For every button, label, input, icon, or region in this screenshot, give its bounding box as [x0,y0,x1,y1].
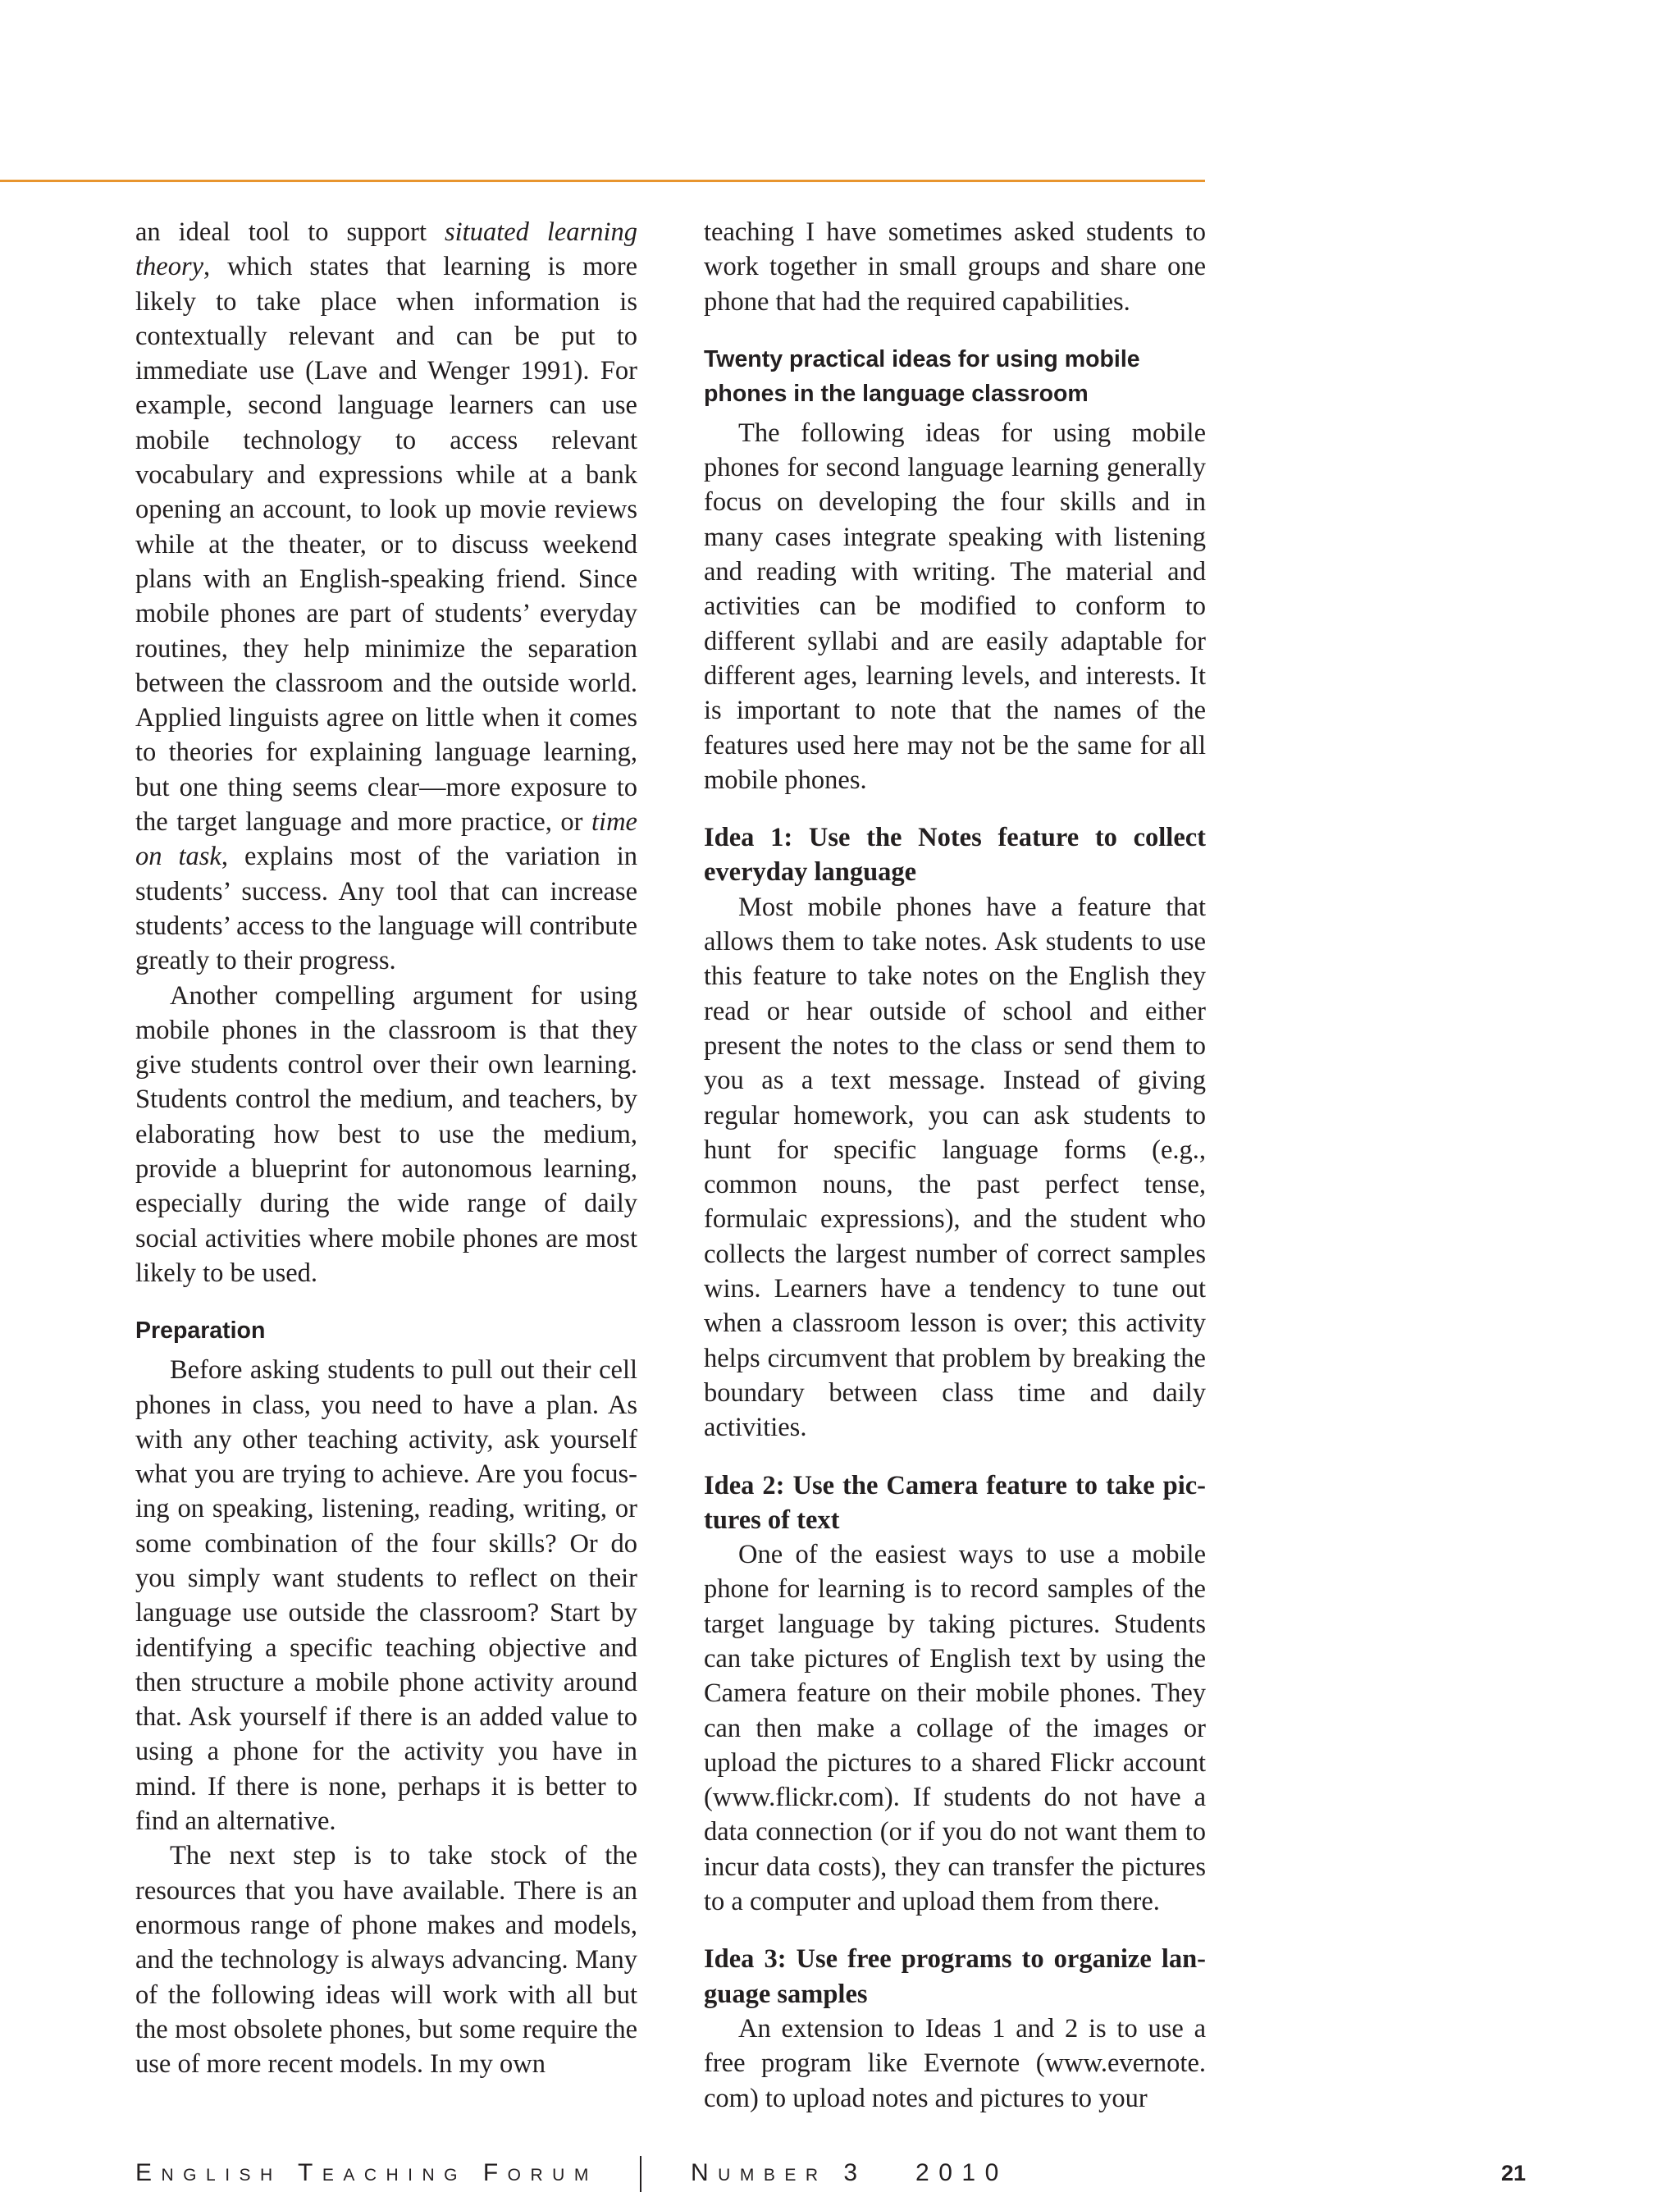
footer-issue: Number 3 2010 [691,2159,1008,2186]
text-run: , which states that learning is more likely to take place when information is contextually relevant and can be put to immediate use (Lave and Wenger 1991). For example, second language learners can use mobile technology to access relevant vocabulary and expressions while at a bank opening an account, to look up movie reviews while at the theater, or to discuss weekend plans with an English-speaking friend. Since mobile phones are part of students’ everyday routines, they help minimize the separation between the classroom and the outside world. Applied linguists agree on little when it comes to theories for explaining language learning, but one thing seems clear—more exposure to the target language and more practice, or [135,252,637,838]
paragraph-preparation: Before asking students to pull out their cell phones in class, you need to have a plan. As with any other teaching activity, ask yourself what you are trying to achieve. Are you focusing on speaking, listening, reading, writing, or some combination of the four skills? Or do you simply want students to reflect on their language use outside the classroom? Start by identifying a specific teaching objective and then structure a mobile phone activity around that. Ask yourself if there is an added value to using a phone for the activity you have in mind. If there is none, perhaps it is better to find an alternative. [135,1355,637,1837]
idea-3-text: An extension to Ideas 1 and 2 is to use a free program like Evernote (www.evernote.​com) to upload notes and pictures to your [704,2013,1206,2113]
paragraph-ideas-intro: The following ideas for using mobile phones for second language learning generally focus on developing the four skills and in many cases integrate speaking with listening and reading with writing. The material and activities can be modified to conform to different syllabi and are easily adaptable for different ages, learning levels, and interests. It is important to note that the names of the features used here may not be the same for all mobile phones. [704,418,1206,795]
text-run: an ideal tool to support [135,217,445,247]
header-rule [0,180,1205,182]
paragraph-resources: The next step is to take stock of the resources that you have available. There is an enormous range of phone makes and models, and the technology is always advancing. Many of the following ideas will work with all but the most obsolete phones, but some require the use of more recent models. In my own [135,1841,637,2080]
paragraph-situated-learning [135,215,637,979]
page-number: 21 [1500,2161,1526,2185]
italic-term: time on task [135,807,637,872]
idea-1-title: Idea 1: Use the Notes feature to collect everyday language [704,823,1206,888]
text-run: , explains most of the variation in students’ success. Any tool that can increase students’ access to the language will contribute greatly to their progress. [135,842,637,976]
footer-journal-title: English Teaching Forum [135,2159,598,2186]
idea-2-text: One of the easiest ways to use a mobile phone for learning is to record samples of the target language by taking pictures. Students can take pictures of English text by using the Camera feature on their mobile phones. They can then make a collage of the images or upload the pictures to a shared Flickr account (www.​flickr.com). If students do not have a data connection (or if you do not want them to incur data costs), they can transfer the pictures to a computer and upload them from there. [704,1540,1206,1917]
paragraph-continued: teaching I have sometimes asked students to work together in small groups and share one phone that had the required capabilities. [704,217,1206,317]
heading-twenty-ideas: Twenty practical ideas for using mobile phones in the language classroom [704,345,1140,407]
idea-3-title: Idea 3: Use free programs to organize language samples [704,1944,1206,2009]
right-column [704,215,1206,2116]
paragraph-compelling-argument: Another compelling argument for using mobile phones in the classroom is that they give students control over their own learning. Students control the medium, and teachers, by elaborating how best to use the medium, provide a blueprint for autonomous learning, especially during the wide range of daily social activities where mobile phones are most likely to be used. [135,980,637,1288]
heading-preparation: Preparation [135,1317,266,1345]
left-column [135,215,637,2081]
idea-2-title: Idea 2: Use the Camera feature to take pictures of text [704,1470,1206,1535]
footer-divider [640,2156,641,2192]
italic-term: situated learning theory [135,217,637,282]
idea-1-text: Most mobile phones have a feature that allows them to take notes. Ask students to use this feature to take notes on the English they read or hear outside of school and either present the notes to the class or send them to you as a text message. Instead of giving regular homework, you can ask students to hunt for specific language forms (e.g., common nouns, the past perfect tense, formulaic expressions), and the student who collects the largest number of correct samples wins. Learners have a tendency to tune out when a classroom lesson is over; this activity helps circumvent that problem by breaking the boundary between class time and daily activities. [704,892,1206,1443]
